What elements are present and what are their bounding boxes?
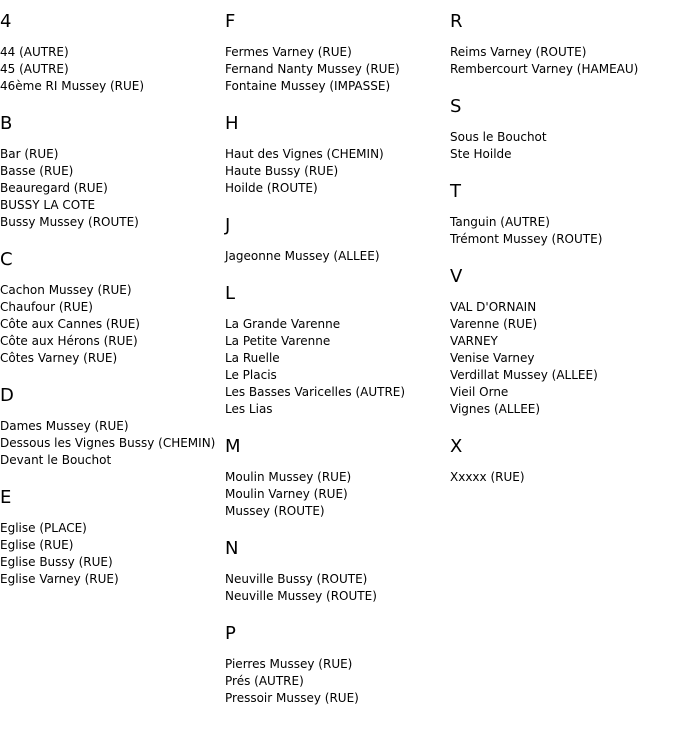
street-link[interactable]: Ste Hoilde (450, 147, 512, 161)
street-list (225, 316, 450, 418)
list-item (225, 469, 450, 486)
letter-group (225, 435, 450, 520)
list-item (450, 214, 675, 231)
street-link[interactable]: VARNEY (450, 334, 498, 348)
list-item (225, 248, 450, 265)
letter-heading: R (450, 11, 463, 32)
letter-heading: 4 (0, 11, 12, 32)
list-item (225, 384, 450, 401)
letter-group (450, 180, 675, 248)
street-link[interactable]: Xxxxx (RUE) (450, 470, 525, 484)
street-link[interactable]: Fontaine Mussey (IMPASSE) (225, 79, 391, 93)
list-item (225, 316, 450, 333)
street-index-column-3 (450, 10, 675, 503)
list-item (0, 163, 225, 180)
letter-heading: H (225, 113, 239, 134)
letter-group (225, 622, 450, 707)
list-item (225, 486, 450, 503)
list-item (225, 333, 450, 350)
list-item (0, 435, 225, 452)
list-item (0, 214, 225, 231)
street-list (225, 44, 450, 95)
street-link[interactable]: 45 (AUTRE) (0, 62, 69, 76)
street-link[interactable]: Vieil Orne (450, 385, 509, 399)
street-link[interactable]: Côte aux Cannes (RUE) (0, 317, 140, 331)
letter-heading: F (225, 11, 236, 32)
street-list (450, 129, 675, 163)
street-link[interactable]: Fernand Nanty Mussey (RUE) (225, 62, 400, 76)
list-item (0, 78, 225, 95)
letter-heading: L (225, 283, 236, 304)
street-link[interactable]: 44 (AUTRE) (0, 45, 69, 59)
list-item (0, 418, 225, 435)
list-item (450, 299, 675, 316)
letter-group (0, 384, 225, 469)
letter-heading: P (225, 623, 236, 644)
street-list (450, 299, 675, 418)
street-link[interactable]: Tanguin (AUTRE) (450, 215, 550, 229)
list-item (0, 554, 225, 571)
street-link[interactable]: Bar (RUE) (0, 147, 59, 161)
street-list (0, 146, 225, 231)
street-link[interactable]: Mussey (ROUTE) (225, 504, 325, 518)
street-link[interactable]: Chaufour (RUE) (0, 300, 93, 314)
street-link[interactable]: Trémont Mussey (ROUTE) (450, 232, 603, 246)
street-link[interactable]: Eglise (PLACE) (0, 521, 87, 535)
street-link[interactable]: Dessous les Vignes Bussy (CHEMIN) (0, 436, 216, 450)
list-item (225, 503, 450, 520)
list-item (225, 673, 450, 690)
street-list (450, 469, 675, 486)
letter-heading: S (450, 96, 462, 117)
letter-heading: C (0, 249, 13, 270)
list-item (225, 571, 450, 588)
letter-heading: T (450, 181, 461, 202)
list-item (225, 61, 450, 78)
letter-heading: B (0, 113, 13, 134)
street-link[interactable]: Haut des Vignes (CHEMIN) (225, 147, 384, 161)
list-item (450, 316, 675, 333)
list-item (0, 316, 225, 333)
list-item (225, 690, 450, 707)
street-link[interactable]: BUSSY LA COTE (0, 198, 96, 212)
letter-group (225, 282, 450, 418)
letter-group (0, 248, 225, 367)
list-item (450, 333, 675, 350)
letter-group (0, 112, 225, 231)
list-item (225, 163, 450, 180)
street-link[interactable]: Haute Bussy (RUE) (225, 164, 339, 178)
list-item (0, 350, 225, 367)
list-item (0, 299, 225, 316)
list-item (450, 469, 675, 486)
list-item (0, 146, 225, 163)
street-link[interactable]: Fermes Varney (RUE) (225, 45, 352, 59)
street-link[interactable]: Eglise Bussy (RUE) (0, 555, 113, 569)
list-item (225, 401, 450, 418)
letter-group (450, 95, 675, 163)
letter-heading: M (225, 436, 241, 457)
street-link[interactable]: Cachon Mussey (RUE) (0, 283, 132, 297)
letter-group (225, 112, 450, 197)
list-item (225, 44, 450, 61)
street-index-column-2 (225, 10, 450, 724)
street-link[interactable]: Venise Varney (450, 351, 535, 365)
list-item (0, 282, 225, 299)
list-item (0, 197, 225, 214)
street-link[interactable]: Moulin Varney (RUE) (225, 487, 348, 501)
street-link[interactable]: Neuville Bussy (ROUTE) (225, 572, 368, 586)
street-link[interactable]: Reims Varney (ROUTE) (450, 45, 587, 59)
list-item (450, 401, 675, 418)
street-link[interactable]: La Ruelle (225, 351, 280, 365)
letter-group (450, 435, 675, 486)
list-item (0, 180, 225, 197)
list-item (225, 350, 450, 367)
letter-group (0, 486, 225, 588)
street-list (450, 44, 675, 78)
list-item (0, 452, 225, 469)
letter-group (0, 10, 225, 95)
street-link[interactable]: Les Basses Varicelles (AUTRE) (225, 385, 406, 399)
letter-heading: E (0, 487, 12, 508)
street-list (0, 418, 225, 469)
list-item (450, 384, 675, 401)
street-list (0, 44, 225, 95)
list-item (225, 656, 450, 673)
list-item (225, 146, 450, 163)
street-link[interactable]: Jageonne Mussey (ALLEE) (225, 249, 380, 263)
street-list (225, 248, 450, 265)
street-link[interactable]: VAL D'ORNAIN (450, 300, 537, 314)
list-item (0, 61, 225, 78)
list-item (0, 520, 225, 537)
street-link[interactable]: Côtes Varney (RUE) (0, 351, 118, 365)
list-item (225, 180, 450, 197)
street-link[interactable]: La Grande Varenne (225, 317, 341, 331)
street-list (225, 469, 450, 520)
letter-group (225, 214, 450, 265)
list-item (450, 367, 675, 384)
street-link[interactable]: La Petite Varenne (225, 334, 331, 348)
street-link[interactable]: Prés (AUTRE) (225, 674, 304, 688)
letter-group (450, 10, 675, 78)
letter-group (450, 265, 675, 418)
street-link[interactable]: Les Lias (225, 402, 273, 416)
street-link[interactable]: Varenne (RUE) (450, 317, 538, 331)
street-link[interactable]: Sous le Bouchot (450, 130, 547, 144)
street-list (225, 656, 450, 707)
letter-heading: J (225, 215, 231, 236)
letter-heading: V (450, 266, 463, 287)
list-item (450, 231, 675, 248)
street-list (225, 146, 450, 197)
street-list (0, 520, 225, 588)
street-link[interactable]: Eglise (RUE) (0, 538, 74, 552)
list-item (450, 61, 675, 78)
list-item (0, 537, 225, 554)
street-link[interactable]: Vignes (ALLEE) (450, 402, 541, 416)
street-link[interactable]: Basse (RUE) (0, 164, 74, 178)
list-item (0, 333, 225, 350)
letter-heading: D (0, 385, 14, 406)
street-link[interactable]: Rembercourt Varney (HAMEAU) (450, 62, 639, 76)
street-list (225, 571, 450, 605)
street-link[interactable]: Côte aux Hérons (RUE) (0, 334, 138, 348)
street-link[interactable]: Hoilde (ROUTE) (225, 181, 318, 195)
list-item (450, 44, 675, 61)
street-link[interactable]: Beauregard (RUE) (0, 181, 108, 195)
letter-group (225, 537, 450, 605)
list-item (0, 571, 225, 588)
letter-heading: N (225, 538, 239, 559)
street-link[interactable]: Devant le Bouchot (0, 453, 112, 467)
street-list (450, 214, 675, 248)
list-item (0, 44, 225, 61)
list-item (450, 350, 675, 367)
street-index-column-1 (0, 10, 225, 605)
list-item (450, 146, 675, 163)
letter-group (225, 10, 450, 95)
street-link[interactable]: Pressoir Mussey (RUE) (225, 691, 359, 705)
street-link[interactable]: Bussy Mussey (ROUTE) (0, 215, 139, 229)
street-link[interactable]: Verdillat Mussey (ALLEE) (450, 368, 598, 382)
list-item (450, 129, 675, 146)
street-link[interactable]: 46ème RI Mussey (RUE) (0, 79, 145, 93)
letter-heading: X (450, 436, 463, 457)
street-link[interactable]: Neuville Mussey (ROUTE) (225, 589, 377, 603)
street-link[interactable]: Moulin Mussey (RUE) (225, 470, 352, 484)
street-link[interactable]: Dames Mussey (RUE) (0, 419, 129, 433)
street-link[interactable]: Eglise Varney (RUE) (0, 572, 119, 586)
list-item (225, 367, 450, 384)
list-item (225, 78, 450, 95)
street-link[interactable]: Pierres Mussey (RUE) (225, 657, 353, 671)
street-list (0, 282, 225, 367)
list-item (225, 588, 450, 605)
street-link[interactable]: Le Placis (225, 368, 277, 382)
